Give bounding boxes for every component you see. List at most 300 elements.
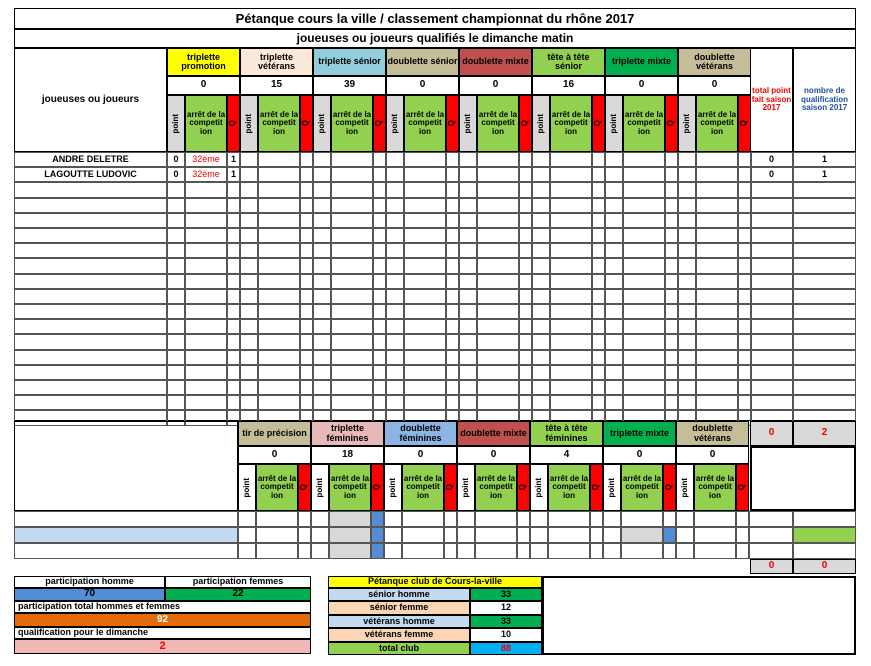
- grid-cell: [623, 304, 665, 319]
- grid-cell: [550, 365, 592, 380]
- grid-cell: [167, 350, 185, 365]
- grid-cell: [240, 167, 258, 182]
- category-count: 16: [532, 76, 605, 95]
- grid-cell: [331, 167, 373, 182]
- grid-cell: [240, 243, 258, 258]
- grid-cell: [404, 258, 446, 273]
- grid-cell: [751, 334, 793, 349]
- category-header: doublette sénior: [386, 48, 459, 76]
- grid-cell: [240, 334, 258, 349]
- grid-cell: [444, 527, 457, 543]
- grid-cell: [459, 289, 477, 304]
- grid-cell: [751, 319, 793, 334]
- grid-cell: [300, 152, 313, 167]
- category-header: triplette mixte: [605, 48, 678, 76]
- grid-cell: [14, 334, 167, 349]
- grid-cell: [623, 198, 665, 213]
- grid-cell: [404, 319, 446, 334]
- grid-cell: [446, 350, 459, 365]
- grid-cell: [384, 527, 402, 543]
- grid-cell: [313, 334, 331, 349]
- grid-cell: [793, 274, 856, 289]
- grid-cell: [240, 304, 258, 319]
- grid-cell: [519, 365, 532, 380]
- grid-cell: [592, 228, 605, 243]
- q-label: Q: [737, 484, 747, 491]
- grid-cell: [738, 380, 751, 395]
- grid-cell: [665, 334, 678, 349]
- grid-cell: [532, 380, 550, 395]
- bottom-category-header: doublette vétérans: [676, 421, 749, 446]
- grid-cell: [678, 380, 696, 395]
- grid-cell: [331, 350, 373, 365]
- grid-cell: [459, 365, 477, 380]
- grid-cell: [14, 213, 167, 228]
- grid-cell: [167, 182, 185, 197]
- player-point: 0: [173, 169, 179, 180]
- grid-cell: [313, 152, 331, 167]
- grid-cell: [623, 380, 665, 395]
- grid-cell: [373, 365, 386, 380]
- grid-cell: [592, 258, 605, 273]
- grid-cell: [329, 543, 371, 559]
- category-header: tête à tête sénior: [532, 48, 605, 76]
- category-count: 0: [386, 76, 459, 95]
- grid-cell: [663, 511, 676, 527]
- grid-cell: [623, 395, 665, 410]
- q-label: Q: [591, 484, 601, 491]
- qualification-count-header: nombre de qualification saison 2017: [793, 48, 856, 152]
- q-label: Q: [445, 484, 455, 491]
- grid-cell: [603, 511, 621, 527]
- grid-cell: [738, 319, 751, 334]
- grid-cell: [793, 243, 856, 258]
- grid-cell: [311, 511, 329, 527]
- grid-cell: [623, 228, 665, 243]
- grid-cell: [665, 395, 678, 410]
- grid-cell: [605, 319, 623, 334]
- grid-cell: [240, 319, 258, 334]
- grid-cell: [678, 289, 696, 304]
- grid-cell: [665, 198, 678, 213]
- grid-cell: [373, 289, 386, 304]
- category-header: triplette vétérans: [240, 48, 313, 76]
- q-subheader: [444, 464, 457, 511]
- grid-cell: [459, 304, 477, 319]
- grid-cell: [751, 350, 793, 365]
- grid-cell: [477, 213, 519, 228]
- q-label: Q: [739, 120, 749, 127]
- grid-cell: [665, 350, 678, 365]
- grid-cell: [678, 258, 696, 273]
- grid-cell: [258, 304, 300, 319]
- grid-cell: [665, 243, 678, 258]
- grid-cell: [678, 228, 696, 243]
- grid-cell: [167, 258, 185, 273]
- grid-cell: [313, 395, 331, 410]
- q-subheader: [663, 464, 676, 511]
- grid-cell: [532, 334, 550, 349]
- grid-cell: [446, 380, 459, 395]
- arret-subheader: arrêt de la competit ion: [477, 95, 519, 152]
- grid-cell: [240, 228, 258, 243]
- grid-cell: [298, 527, 311, 543]
- grid-cell: [548, 511, 590, 527]
- grid-cell: [331, 319, 373, 334]
- grid-cell: [227, 289, 240, 304]
- grid-cell: [258, 182, 300, 197]
- grid-cell: [331, 182, 373, 197]
- grid-cell: [238, 527, 256, 543]
- grid-cell: [384, 511, 402, 527]
- arret-subheader: arrêt de la competit ion: [185, 95, 227, 152]
- grid-cell: [404, 380, 446, 395]
- grid-cell: [475, 527, 517, 543]
- grid-cell: [738, 350, 751, 365]
- grid-cell: [240, 198, 258, 213]
- category-count: 0: [459, 76, 532, 95]
- grid-cell: [738, 243, 751, 258]
- grid-cell: [696, 167, 738, 182]
- grid-cell: [678, 319, 696, 334]
- category-count: 0: [167, 76, 240, 95]
- q-label: Q: [518, 484, 528, 491]
- arret-subheader: arrêt de la competit ion: [623, 95, 665, 152]
- grid-cell: [459, 380, 477, 395]
- grid-cell: [477, 243, 519, 258]
- grid-cell: [446, 258, 459, 273]
- grid-cell: [446, 213, 459, 228]
- arret-subheader: arrêt de la competit ion: [404, 95, 446, 152]
- grid-cell: [751, 365, 793, 380]
- grid-cell: [373, 243, 386, 258]
- grid-cell: [605, 258, 623, 273]
- grid-cell: [227, 228, 240, 243]
- grid-cell: [227, 213, 240, 228]
- bottom-category-header: doublette mixte: [457, 421, 530, 446]
- grid-cell: [167, 274, 185, 289]
- grid-cell: [258, 167, 300, 182]
- grid-cell: [404, 167, 446, 182]
- grid-cell: [459, 258, 477, 273]
- point-label: point: [533, 477, 543, 498]
- grid-cell: [517, 543, 530, 559]
- grid-cell: [331, 243, 373, 258]
- grid-cell: [696, 213, 738, 228]
- grid-cell: [519, 258, 532, 273]
- grid-cell: [185, 258, 227, 273]
- grid-cell: [386, 365, 404, 380]
- grid-cell: [446, 365, 459, 380]
- grid-cell: [532, 182, 550, 197]
- grid-cell: [592, 395, 605, 410]
- grid-cell: [459, 274, 477, 289]
- player-name: LAGOUTTE LUDOVIC: [44, 169, 137, 180]
- grid-cell: [459, 319, 477, 334]
- grid-cell: [14, 198, 167, 213]
- grid-cell: [384, 543, 402, 559]
- player-arret: 32ème: [192, 153, 220, 164]
- grid-cell: [404, 289, 446, 304]
- q-subheader: [517, 464, 530, 511]
- grid-cell: [373, 152, 386, 167]
- club-row-label: vétérans homme: [328, 615, 470, 628]
- grid-cell: [793, 543, 856, 559]
- grid-cell: [605, 350, 623, 365]
- grid-cell: [185, 289, 227, 304]
- grid-cell: [519, 198, 532, 213]
- grid-cell: [696, 243, 738, 258]
- point-subheader: [530, 464, 548, 511]
- player-arret: 32ème: [192, 169, 220, 180]
- grid-cell: [605, 182, 623, 197]
- grid-cell: [665, 258, 678, 273]
- grid-cell: [14, 274, 167, 289]
- grid-cell: [530, 543, 548, 559]
- point-subheader: [238, 464, 256, 511]
- grid-cell: [623, 289, 665, 304]
- grid-cell: [386, 167, 404, 182]
- grid-cell: [331, 395, 373, 410]
- grid-cell: [185, 274, 227, 289]
- grid-cell: [240, 365, 258, 380]
- grid-cell: [550, 304, 592, 319]
- bottom-category-header: tir de précision: [238, 421, 311, 446]
- grid-cell: [696, 395, 738, 410]
- grid-cell: [623, 167, 665, 182]
- grid-cell: [373, 274, 386, 289]
- grid-cell: [404, 350, 446, 365]
- grid-cell: [256, 527, 298, 543]
- grid-cell: [623, 365, 665, 380]
- grid-cell: [386, 350, 404, 365]
- grid-cell: [185, 319, 227, 334]
- grid-cell: [623, 152, 665, 167]
- grid-cell: [167, 213, 185, 228]
- participation-femmes-label: participation femmes: [165, 576, 311, 588]
- club-side-box: [542, 576, 856, 655]
- grid-cell: [446, 243, 459, 258]
- grid-cell: [313, 198, 331, 213]
- grid-cell: [256, 543, 298, 559]
- grid-cell: [404, 228, 446, 243]
- grid-cell: [519, 243, 532, 258]
- club-row-value: 33: [470, 588, 542, 601]
- grid-cell: [14, 304, 167, 319]
- grid-cell: [446, 198, 459, 213]
- grid-cell: [749, 527, 793, 543]
- grid-cell: [793, 395, 856, 410]
- grid-cell: [167, 304, 185, 319]
- total-points-header: total point fait saison 2017: [750, 48, 793, 152]
- grid-cell: [663, 527, 676, 543]
- arret-subheader: arrêt de la competit ion: [331, 95, 373, 152]
- grid-cell: [592, 319, 605, 334]
- player-total: 0: [768, 153, 774, 164]
- grid-cell: [446, 395, 459, 410]
- grid-cell: [386, 380, 404, 395]
- grid-cell: [738, 289, 751, 304]
- club-row-label: vétérans femme: [328, 628, 470, 641]
- grid-cell: [402, 527, 444, 543]
- grid-cell: [167, 289, 185, 304]
- grid-cell: [300, 350, 313, 365]
- point-label: point: [535, 113, 545, 134]
- grid-cell: [793, 527, 856, 543]
- grid-cell: [605, 380, 623, 395]
- grid-cell: [313, 365, 331, 380]
- grid-cell: [227, 350, 240, 365]
- grid-cell: [550, 258, 592, 273]
- grid-cell: [678, 304, 696, 319]
- grid-cell: [696, 228, 738, 243]
- grid-cell: [676, 527, 694, 543]
- grid-cell: [605, 152, 623, 167]
- grid-cell: [532, 365, 550, 380]
- footer-total-points: 0: [750, 559, 793, 574]
- q-subheader: [227, 95, 240, 152]
- point-label: point: [462, 113, 472, 134]
- club-row-value: 88: [470, 642, 542, 655]
- grid-cell: [475, 511, 517, 527]
- grid-cell: [185, 213, 227, 228]
- point-label: point: [316, 113, 326, 134]
- grid-cell: [457, 527, 475, 543]
- bottom-category-header: triplette mixte: [603, 421, 676, 446]
- grid-cell: [738, 334, 751, 349]
- grid-cell: [238, 511, 256, 527]
- grid-cell: [605, 228, 623, 243]
- arret-subheader: arrêt de la competit ion: [258, 95, 300, 152]
- grid-cell: [373, 258, 386, 273]
- grid-cell: [331, 198, 373, 213]
- grid-cell: [185, 243, 227, 258]
- q-subheader: [590, 464, 603, 511]
- grid-cell: [14, 182, 167, 197]
- grid-cell: [227, 365, 240, 380]
- grid-cell: [386, 334, 404, 349]
- grid-cell: [592, 167, 605, 182]
- grid-cell: [793, 334, 856, 349]
- grid-cell: [331, 289, 373, 304]
- grid-cell: [623, 213, 665, 228]
- grid-cell: [678, 274, 696, 289]
- qualification-value: 2: [14, 639, 311, 654]
- grid-cell: [386, 228, 404, 243]
- point-subheader: [459, 95, 477, 152]
- grid-cell: [550, 395, 592, 410]
- grid-cell: [446, 167, 459, 182]
- grid-cell: [404, 274, 446, 289]
- bottom-total-points: 0: [750, 421, 793, 446]
- grid-cell: [258, 213, 300, 228]
- grid-cell: [696, 258, 738, 273]
- grid-cell: [459, 182, 477, 197]
- grid-cell: [696, 365, 738, 380]
- grid-cell: [14, 380, 167, 395]
- footer-qualification-count: 0: [793, 559, 856, 574]
- category-count: 0: [678, 76, 751, 95]
- grid-cell: [331, 274, 373, 289]
- grid-cell: [167, 380, 185, 395]
- grid-cell: [373, 395, 386, 410]
- qualification-label: qualification pour le dimanche: [14, 627, 311, 639]
- grid-cell: [258, 152, 300, 167]
- arret-subheader: arrêt de la competit ion: [329, 464, 371, 511]
- grid-cell: [550, 350, 592, 365]
- participation-total-label: participation total hommes et femmes: [14, 601, 311, 613]
- grid-cell: [736, 543, 749, 559]
- grid-cell: [548, 527, 590, 543]
- grid-cell: [300, 365, 313, 380]
- grid-cell: [605, 198, 623, 213]
- grid-cell: [751, 182, 793, 197]
- grid-cell: [678, 395, 696, 410]
- club-row-label: sénior femme: [328, 601, 470, 614]
- grid-cell: [240, 395, 258, 410]
- grid-cell: [167, 243, 185, 258]
- grid-cell: [738, 198, 751, 213]
- grid-cell: [238, 543, 256, 559]
- grid-cell: [185, 182, 227, 197]
- grid-cell: [14, 350, 167, 365]
- grid-cell: [592, 380, 605, 395]
- grid-cell: [386, 289, 404, 304]
- point-subheader: [313, 95, 331, 152]
- grid-cell: [444, 511, 457, 527]
- grid-cell: [331, 258, 373, 273]
- grid-cell: [517, 511, 530, 527]
- grid-cell: [185, 198, 227, 213]
- q-label: Q: [666, 120, 676, 127]
- grid-cell: [696, 198, 738, 213]
- grid-cell: [793, 350, 856, 365]
- grid-cell: [313, 274, 331, 289]
- grid-cell: [459, 198, 477, 213]
- grid-cell: [386, 258, 404, 273]
- bottom-category-count: 0: [603, 446, 676, 464]
- grid-cell: [373, 304, 386, 319]
- grid-cell: [185, 395, 227, 410]
- grid-cell: [371, 543, 384, 559]
- grid-cell: [457, 543, 475, 559]
- grid-cell: [402, 543, 444, 559]
- grid-cell: [532, 213, 550, 228]
- player-q: 1: [230, 169, 236, 180]
- grid-cell: [167, 319, 185, 334]
- grid-cell: [298, 543, 311, 559]
- grid-cell: [227, 182, 240, 197]
- grid-cell: [696, 380, 738, 395]
- participation-homme-label: participation homme: [14, 576, 165, 588]
- grid-cell: [751, 380, 793, 395]
- grid-cell: [696, 289, 738, 304]
- grid-cell: [665, 274, 678, 289]
- arret-subheader: arrêt de la competit ion: [256, 464, 298, 511]
- grid-cell: [550, 380, 592, 395]
- q-label: Q: [664, 484, 674, 491]
- grid-cell: [605, 213, 623, 228]
- grid-cell: [404, 182, 446, 197]
- player-name: ANDRE DELETRE: [52, 153, 129, 164]
- grid-cell: [532, 350, 550, 365]
- point-label: point: [681, 113, 691, 134]
- grid-cell: [550, 334, 592, 349]
- grid-cell: [446, 182, 459, 197]
- grid-cell: [331, 334, 373, 349]
- grid-cell: [793, 304, 856, 319]
- grid-cell: [665, 289, 678, 304]
